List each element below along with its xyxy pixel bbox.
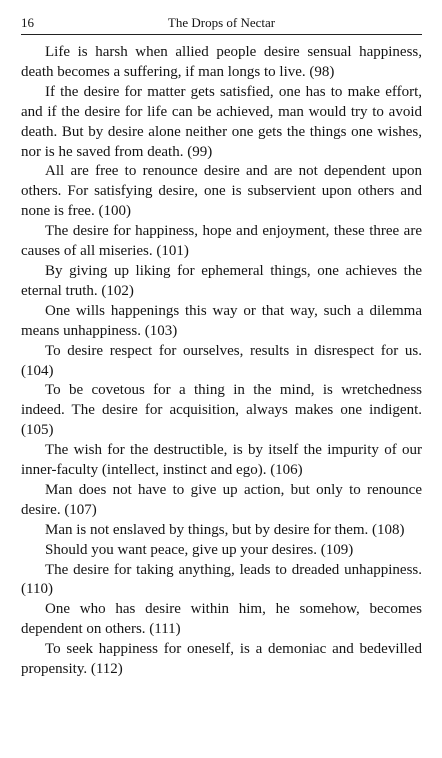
paragraph-104: To desire respect for ourselves, results in disrespect for us. (104) [21,342,422,379]
paragraph-102: By giving up liking for ephemeral things, one achieves the eternal truth. (102) [21,262,422,299]
paragraph-101: The desire for happiness, hope and enjoyment, these three are causes of all miseries. (101) [21,223,422,260]
paragraph-109: Should you want peace, give up your desires. (109) [45,541,354,558]
paragraph-98: Life is harsh when allied people desire sensual happiness, death becomes a suffering, if man longs to live. (98) [21,44,422,80]
running-title: The Drops of Nectar [167,15,276,30]
paragraph-106: The wish for the destructible, is by itself the impurity of our inner-faculty (intellect, instinct and ego). (106) [21,442,422,479]
body-text [21,43,422,680]
paragraph-112: To seek happiness for oneself, is a demoniac and bedevilled propensity. (112) [21,641,422,678]
paragraph-103: One wills happenings this way or that way, such a dilemma means unhappiness. (103) [21,302,422,339]
paragraph-108: Man is not enslaved by things, but by desire for them. (108) [45,521,405,538]
paragraph-107: Man does not have to give up action, but only to renounce desire. (107) [21,481,422,518]
page-header [21,14,422,35]
paragraph-111: One who has desire within him, he somehow, becomes dependent on others. (111) [21,601,422,638]
page-number: 16 [21,15,34,30]
paragraph-110: The desire for taking anything, leads to dreaded unhappiness. (110) [21,561,422,598]
paragraph-100: All are free to renounce desire and are not dependent upon others. For satisfying desire, one is subservient upon others and none is free. (100) [21,163,422,220]
paragraph-99: If the desire for matter gets satisfied, one has to make effort, and if the desire for life can be achieved, man would try to avoid death. But by desire alone neither one gets the things one wishes, nor is he saved from death. (99) [21,83,422,160]
paragraph-105: To be covetous for a thing in the mind, is wretchedness indeed. The desire for acquisition, always makes one indigent. (105) [21,382,422,439]
